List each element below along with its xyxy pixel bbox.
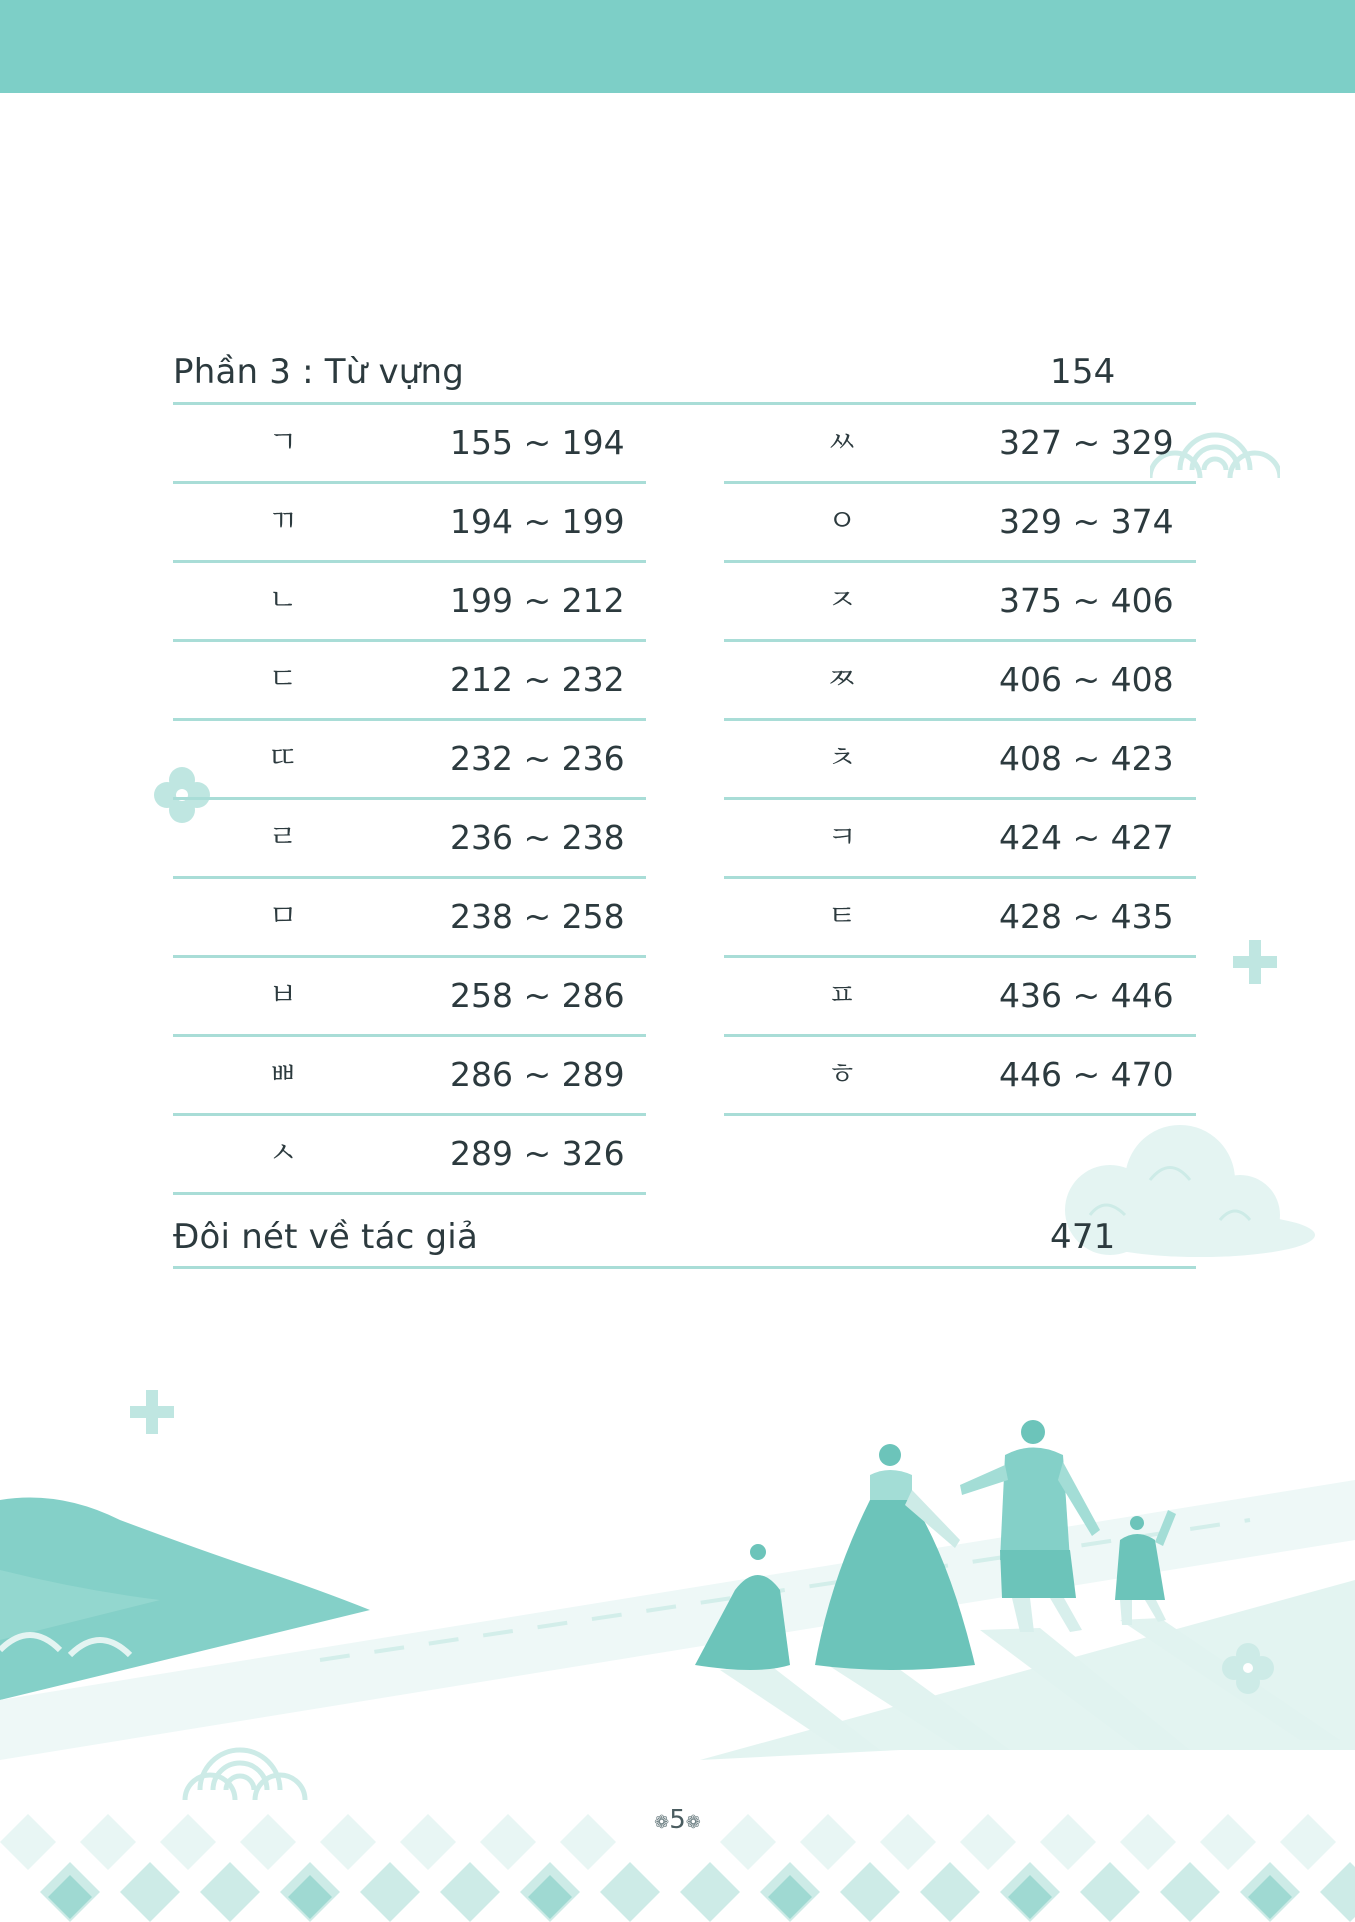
entry-range: 286 ~ 289 (450, 1055, 625, 1094)
entry-range: 232 ~ 236 (450, 739, 625, 778)
list-item (173, 484, 646, 563)
list-item (724, 1037, 1196, 1116)
list-item (724, 721, 1196, 800)
entry-range: 194 ~ 199 (450, 502, 625, 541)
plus-icon (1233, 940, 1277, 984)
section-title: Phần 3 : Từ vựng (173, 352, 465, 392)
entry-letter: ㅃ (268, 1057, 298, 1092)
list-item (173, 1037, 646, 1116)
entry-range: 212 ~ 232 (450, 660, 625, 699)
entry-letter: ㄹ (268, 820, 298, 855)
entry-range: 238 ~ 258 (450, 897, 625, 936)
list-item (724, 800, 1196, 879)
entry-letter: ㄴ (268, 583, 298, 618)
list-item (724, 879, 1196, 958)
entry-letter: ㅂ (268, 978, 298, 1013)
entry-range: 428 ~ 435 (999, 897, 1174, 936)
entry-letter: ㄲ (268, 504, 298, 539)
list-item (724, 484, 1196, 563)
entry-range: 406 ~ 408 (999, 660, 1174, 699)
author-page-number: 471 (1050, 1217, 1116, 1257)
entry-letter: ㅊ (827, 741, 857, 776)
list-item (724, 642, 1196, 721)
entry-range: 375 ~ 406 (999, 581, 1174, 620)
entry-letter: ㅅ (268, 1136, 298, 1171)
author-section-title: Đôi nét về tác giả (173, 1217, 478, 1257)
entry-range: 327 ~ 329 (999, 423, 1174, 462)
entry-range: 289 ~ 326 (450, 1134, 625, 1173)
top-band (0, 0, 1355, 93)
list-item (724, 563, 1196, 642)
list-item (724, 405, 1196, 484)
list-item (173, 879, 646, 958)
entry-range: 436 ~ 446 (999, 976, 1174, 1015)
entry-letter: ㅇ (827, 504, 857, 539)
entry-range: 329 ~ 374 (999, 502, 1174, 541)
entry-letter: ㄷ (268, 662, 298, 697)
entry-letter: ㅁ (268, 899, 298, 934)
entry-letter: ㅆ (827, 425, 857, 460)
list-item (724, 958, 1196, 1037)
entry-letter: ㄱ (268, 425, 298, 460)
hanbok-family-illustration (0, 1400, 1355, 1800)
entry-letter: ㅈ (827, 583, 857, 618)
entry-letter: ㅍ (827, 978, 857, 1013)
list-item (173, 405, 646, 484)
list-item (173, 721, 646, 800)
ornament-icon: ❁ (654, 1812, 670, 1833)
entry-range: 258 ~ 286 (450, 976, 625, 1015)
entry-range: 199 ~ 212 (450, 581, 625, 620)
ornament-icon: ❁ (685, 1812, 701, 1833)
entry-letter: ㅎ (827, 1057, 857, 1092)
list-item (173, 958, 646, 1037)
entry-range: 446 ~ 470 (999, 1055, 1174, 1094)
page-number-text: 5 (669, 1805, 686, 1835)
diamond-border-pattern (0, 1812, 1355, 1922)
entry-letter: ㅌ (827, 899, 857, 934)
entry-letter: ㄸ (268, 741, 298, 776)
list-item (173, 642, 646, 721)
entry-range: 408 ~ 423 (999, 739, 1174, 778)
entry-letter: ㅋ (827, 820, 857, 855)
author-divider (173, 1266, 1196, 1269)
entry-range: 155 ~ 194 (450, 423, 625, 462)
entry-letter: ㅉ (827, 662, 857, 697)
list-item (173, 800, 646, 879)
entry-range: 236 ~ 238 (450, 818, 625, 857)
list-item (173, 563, 646, 642)
entry-range: 424 ~ 427 (999, 818, 1174, 857)
list-item (173, 1116, 646, 1195)
section-page-number: 154 (1050, 352, 1116, 392)
